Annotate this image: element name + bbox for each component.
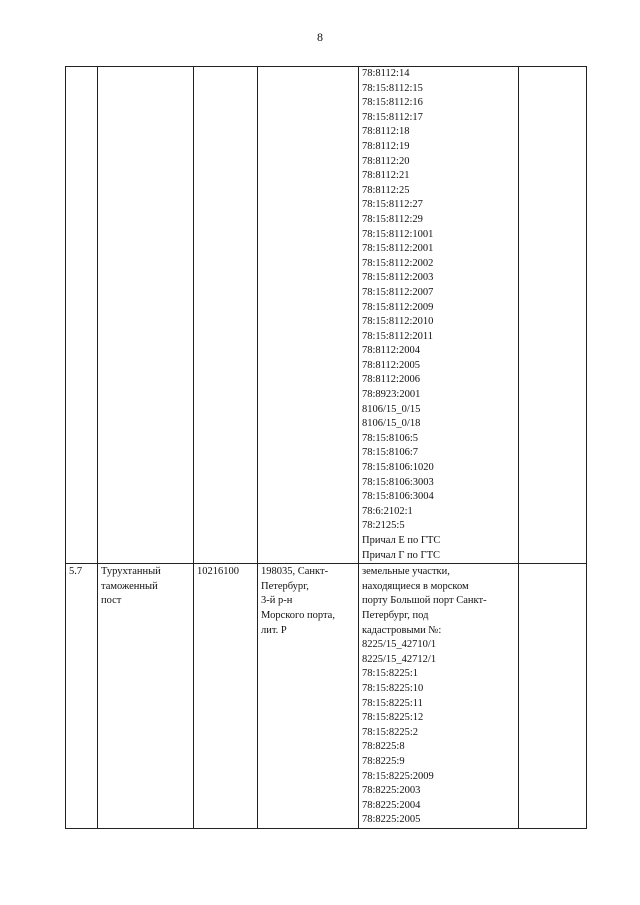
parcel-line: 78:15:8225:11 [362,697,423,709]
parcel-line: 8106/15_0/15 [362,403,421,415]
description-line: находящиеся в морском [362,580,469,592]
cell-address [258,67,359,564]
parcel-line: 78:8112:20 [362,155,410,167]
parcel-line: 78:15:8112:16 [362,97,423,109]
parcel-line: 78:15:8106:5 [362,432,419,444]
parcel-line: 78:15:8112:2003 [362,272,434,284]
cell-notes [519,67,587,564]
parcel-line: 78:15:8106:7 [362,447,419,459]
parcel-line: 78:6:2102:1 [362,505,413,517]
address-line: 3-й р-н [261,595,293,607]
parcel-line: 78:8112:21 [362,170,410,182]
parcel-line: 78:8112:19 [362,140,410,152]
cell-notes [519,564,587,829]
parcel-line: 78:15:8112:2001 [362,243,434,255]
cell-address [258,564,359,829]
table-row-continuation [66,67,587,564]
parcel-line: 78:2125:5 [362,520,405,532]
parcel-line: Причал Е по ГТС [362,535,441,546]
address-line: Морского порта, [261,609,335,621]
cell-name [98,67,194,564]
parcel-line: 78:8112:2006 [362,374,420,386]
row-number: 5.7 [69,566,83,578]
post-name-line: пост [101,595,122,607]
parcel-line: 8225/15_42712/1 [362,653,437,665]
description-line: Петербург, под [362,609,429,621]
parcel-line: 78:15:8112:27 [362,199,423,211]
parcel-line: 78:15:8225:10 [362,682,424,694]
post-name-line: Турухтанный [101,566,161,578]
page-number: 8 [317,30,323,44]
parcel-line: 78:8225:2005 [362,814,421,826]
description-line: порту Большой порт Санкт- [362,595,487,607]
parcel-line: 78:15:8112:1001 [362,228,434,240]
parcel-line: Причал Г по ГТС [362,549,441,561]
post-name-line: таможенный [101,580,158,592]
customs-posts-table [65,66,587,829]
description-line: земельные участки, [362,566,450,578]
address-line: лит. Р [261,624,287,636]
table-row-5-7 [66,564,587,829]
cell-parcels [359,67,519,564]
parcel-line: 78:8225:2003 [362,785,421,797]
parcel-line: 78:8112:2005 [362,359,420,371]
cell-parcels [359,564,519,829]
parcel-line: 78:8225:2004 [362,799,421,811]
parcel-line: 78:15:8225:12 [362,712,424,724]
parcel-line: 78:8112:18 [362,126,410,138]
parcel-line: 78:15:8225:2 [362,726,419,738]
parcel-line: 78:15:8112:2009 [362,301,434,313]
address-line: 198035, Санкт- [261,566,329,578]
cell-name [98,564,194,829]
parcel-line: 8225/15_42710/1 [362,639,437,651]
parcel-line: 78:15:8112:15 [362,82,423,94]
cell-code [194,67,258,564]
parcel-line: 78:8923:2001 [362,389,421,401]
parcel-line: 78:15:8112:2010 [362,316,434,328]
parcel-line: 78:15:8106:3004 [362,491,434,503]
parcel-line: 78:15:8225:2009 [362,770,434,782]
parcel-line: 78:8112:14 [362,68,410,79]
description-line: кадастровыми №: [362,624,442,636]
parcel-line: 78:8112:25 [362,184,410,196]
parcel-line: 78:8225:9 [362,755,405,767]
address-line: Петербург, [261,580,309,592]
parcel-line: 78:8112:2004 [362,345,420,357]
parcel-line: 78:15:8106:1020 [362,462,434,474]
parcel-line: 8106/15_0/18 [362,418,421,430]
parcel-line: 78:15:8225:1 [362,668,419,680]
post-code: 10216100 [197,566,239,578]
parcel-line: 78:15:8106:3003 [362,476,434,488]
parcel-line: 78:15:8112:29 [362,213,423,225]
parcel-line: 78:8225:8 [362,741,405,753]
cell-code [194,564,258,829]
parcel-line: 78:15:8112:17 [362,111,423,123]
parcel-line: 78:15:8112:2002 [362,257,434,269]
cell-number [66,67,98,564]
cell-number [66,564,98,829]
parcel-line: 78:15:8112:2011 [362,330,433,342]
parcel-line: 78:15:8112:2007 [362,286,434,298]
